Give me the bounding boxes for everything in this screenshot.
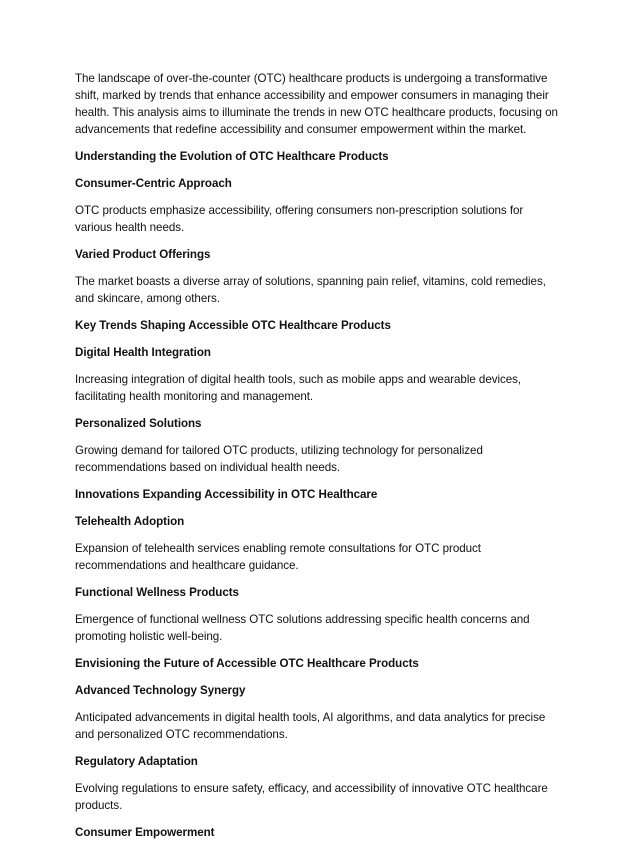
paragraph-advanced-technology: Anticipated advancements in digital health tools, AI algorithms, and data analytics for precise and personalized OTC recommendations. xyxy=(75,711,546,741)
paragraph-telehealth: Expansion of telehealth services enabling remote consultations for OTC product recommendations and healthcare guidance. xyxy=(75,542,481,572)
subheading-consumer-centric: Consumer-Centric Approach xyxy=(75,177,232,190)
document-page xyxy=(75,70,563,851)
section-heading-innovations: Innovations Expanding Accessibility in OTC Healthcare xyxy=(75,488,378,501)
subheading-consumer-empowerment: Consumer Empowerment xyxy=(75,826,215,839)
paragraph-varied-offerings: The market boasts a diverse array of solutions, spanning pain relief, vitamins, cold remedies, and skincare, among others. xyxy=(75,275,546,305)
subheading-digital-health: Digital Health Integration xyxy=(75,346,211,359)
subheading-telehealth: Telehealth Adoption xyxy=(75,515,185,528)
subheading-varied-offerings: Varied Product Offerings xyxy=(75,248,211,261)
paragraph-digital-health: Increasing integration of digital health tools, such as mobile apps and wearable devices, facilitating health monitoring and management. xyxy=(75,373,522,403)
section-heading-future: Envisioning the Future of Accessible OTC Healthcare Products xyxy=(75,657,419,670)
subheading-functional-wellness: Functional Wellness Products xyxy=(75,586,239,599)
intro-paragraph: The landscape of over-the-counter (OTC) healthcare products is undergoing a transformative shift, marked by trends that enhance accessibility and empower consumers in managing their health. This analysis aims to illuminate the trends in new OTC healthcare products, focusing on advancements that redefine accessibility and consumer empowerment within the market. xyxy=(75,72,558,136)
subheading-personalized: Personalized Solutions xyxy=(75,417,202,430)
section-heading-key-trends: Key Trends Shaping Accessible OTC Healthcare Products xyxy=(75,319,391,332)
paragraph-regulatory: Evolving regulations to ensure safety, efficacy, and accessibility of innovative OTC healthcare products. xyxy=(75,782,548,812)
paragraph-functional-wellness: Emergence of functional wellness OTC solutions addressing specific health concerns and promoting holistic well-being. xyxy=(75,613,530,643)
subheading-advanced-technology: Advanced Technology Synergy xyxy=(75,684,246,697)
subheading-regulatory: Regulatory Adaptation xyxy=(75,755,198,768)
section-heading-evolution: Understanding the Evolution of OTC Healthcare Products xyxy=(75,150,389,163)
paragraph-personalized: Growing demand for tailored OTC products, utilizing technology for personalized recommendations based on individual health needs. xyxy=(75,444,483,474)
paragraph-consumer-centric: OTC products emphasize accessibility, offering consumers non-prescription solutions for various health needs. xyxy=(75,204,524,234)
